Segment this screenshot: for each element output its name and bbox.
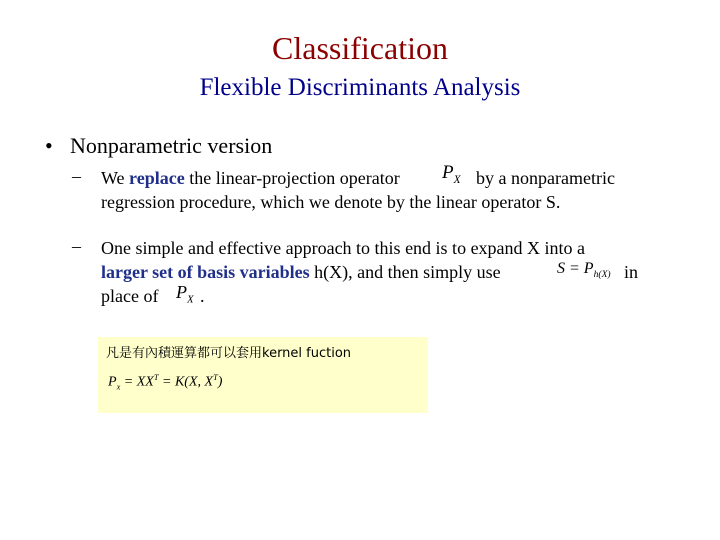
sub2-line1: One simple and effective approach to this end is to expand X into a [101, 238, 586, 258]
bullet-text: Nonparametric version [70, 133, 273, 158]
note-text: 凡是有內積運算都可以套用kernel fuction [106, 346, 352, 361]
sub1-line1 [101, 166, 400, 190]
sub1-pre: We [101, 168, 130, 188]
sub2-line3-post: . [200, 286, 205, 306]
sub1-highlight: replace [129, 168, 185, 188]
slide-title: Classification [272, 30, 448, 66]
sub2-in: in [624, 262, 639, 282]
sub1-dash: – [72, 166, 81, 186]
sub2-dash: – [72, 236, 81, 256]
sub2-after-highlight: h(X), and then simply use [309, 262, 501, 282]
sub2-line2 [101, 260, 501, 284]
sub1-post: by a nonparametric [476, 168, 615, 188]
sub1-math-px: $P_X$ [442, 162, 461, 186]
note-formula: $P_x = XX^T = K(X$, $X^T$) [108, 373, 223, 392]
sub2-math-s: $S = P_{h(X)}$ [557, 260, 611, 281]
sub2-line3-pre: place of [101, 286, 159, 306]
sub2-math-px: $P_X$ [176, 282, 194, 306]
sub1-line2: regression procedure, which we denote by the linear operator S. [101, 192, 561, 212]
sub1-mid: the linear-projection operator [184, 168, 400, 188]
bullet-marker: • [45, 133, 53, 158]
sub2-highlight: larger set of basis variables [101, 262, 310, 282]
slide-subtitle: Flexible Discriminants Analysis [199, 74, 521, 101]
